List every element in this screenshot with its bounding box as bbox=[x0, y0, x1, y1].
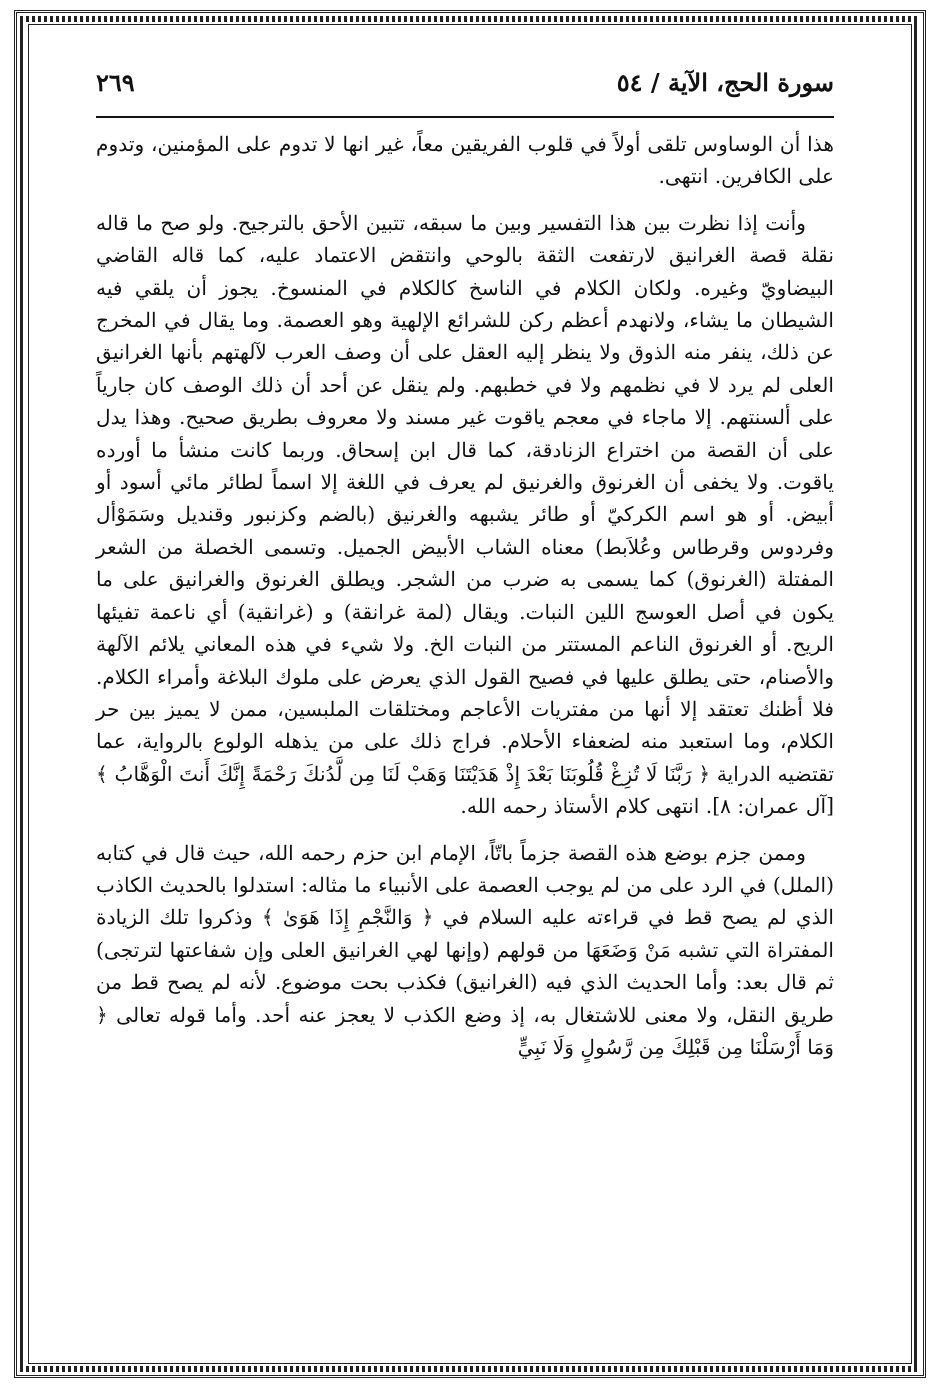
page-header bbox=[96, 60, 834, 110]
paragraph-continuation: هذا أن الوساوس تلقى أولاً في قلوب الفريقين معاً، غير انها لا تدوم على المؤمنين، وتدوم على الكافرين. انتهى. bbox=[96, 132, 834, 189]
header-divider bbox=[96, 116, 834, 118]
paragraph-main-text: وأنت إذا نظرت بين هذا التفسير وبين ما سبقه، تتبين الأحق بالترجيح. ولو صح ما قاله نقلة قصة الغرانيق لارتفعت الثقة بالوحي وانتقض الاعتماد عليه، كما قاله القاضي البيضاويّ وغيره. ولكان الكلام في الناسخ كالكلام في المنسوخ. يجوز أن يلقي فيه الشيطان ما يشاء، ولانهدم أعظم ركن للشرائع الإلهية وهو العصمة. وما يقال في المخرج عن ذلك، ينفر منه الذوق ولا ينظر إليه العقل على أن وصف العرب لآلهتهم بأنها الغرانيق العلى لم يرد لا في نظمهم ولا في خطبهم. ولم ينقل عن أحد أن ذلك الوصف كان جارياً على ألسنتهم. إلا ماجاء في معجم ياقوت غير مسند ولا معروف بطريق صحيح. وهذا يدل على أن القصة من اختراع الزنادقة، كما قال ابن إسحاق. وربما كانت منشأ ما أورده ياقوت. ولا يخفى أن الغرنوق والغرنيق لم يعرف في اللغة إلا اسماً لطائر مائي أسود أو أبيض. أو هو اسم الكركيّ أو طائر يشبهه والغرنيق (بالضم وكزنبور وقنديل وسَمَوْأل وفردوس وقرطاس وعُلاَبط) معناه الشاب الأبيض الجميل. وتسمى الخصلة من الشعر المفتلة (الغرنوق) كما يسمى به ضرب من الشجر. ويطلق الغرنوق والغرانيق على ما يكون في أصل العوسج اللين النبات. ويقال (لمة غرانقة) و (غرانقية) أي ناعمة تفيئها الريح. أو الغرنوق الناعم المستتر من النبات الخ. ولا شيء في هذه المعاني يلائم الآلهة والأصنام، حتى يطلق عليها في فصيح القول الذي يعرض على ملوك البلاغة وأمراء الكلام. فلا أظنك تعتقد إلا أنها من مفتريات الأعاجم ومختلقات الملبسين، ممن لا يميز بين حر الكلام، وما استعبد منه لضعفاء الأحلام. فراج ذلك على من يذهله الولوع بالرواية، عما تقتضيه الدراية ﴿ رَبَّنَا لَا تُزِغْ قُلُوبَنَا بَعْدَ إِذْ هَدَيْتَنَا وَهَبْ لَنَا مِن لَّدُنكَ رَحْمَةً إِنَّكَ أَنتَ الْوَهَّابُ ﴾ [آل عمران: ٨]. انتهى كلام الأستاذ رحمه الله. bbox=[96, 210, 834, 819]
surah-verse-title: سورة الحج، الآية / ٥٤ bbox=[616, 68, 834, 97]
paragraph-main bbox=[96, 207, 834, 823]
paragraph-ibn-hazm bbox=[96, 837, 834, 1064]
paragraph-ibn-hazm-text: وممن جزم بوضع هذه القصة جزماً باتّاً، الإمام ابن حزم رحمه الله، حيث قال في كتابه (الملل) في الرد على من لم يوجب العصمة على الأنبياء ما مثاله: استدلوا بالحديث الكاذب الذي لم يصح قط في قراءته عليه السلام في ﴿ وَالنَّجْمِ إِذَا هَوَىٰ ﴾ وذكروا تلك الزيادة المفتراة التي تشبه مَنْ وَضَعَهَا من قولهم (وإنها لهي الغرانيق العلى وإن شفاعتها لترتجى) ثم قال بعد: وأما الحديث الذي فيه (الغرانيق) فكذب بحت موضوع. لأنه لم يصح قط من طريق النقل، ولا معنى للاشتغال به، إذ وضع الكذب لا يعجز عنه أحد. وأما قوله تعالى ﴿ وَمَا أَرْسَلْنَا مِن قَبْلِكَ مِن رَّسُولٍ وَلَا نَبِيٍّ bbox=[96, 840, 834, 1059]
page-number: ٢٦٩ bbox=[96, 68, 135, 97]
page-body bbox=[96, 128, 834, 1063]
